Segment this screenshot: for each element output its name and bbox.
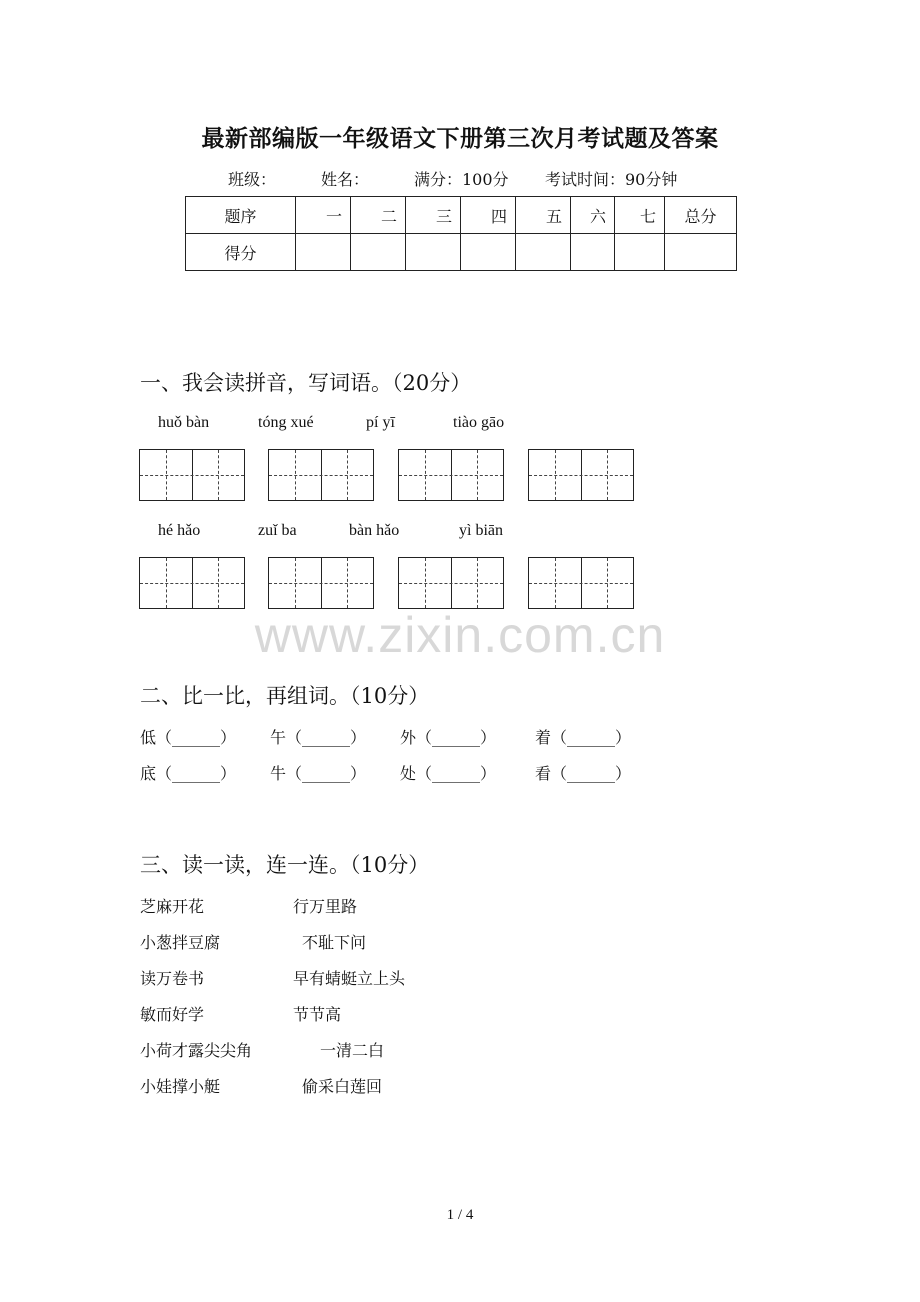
compare-item: 午（______） — [270, 728, 367, 747]
score-cell[interactable] — [406, 234, 461, 271]
class-label: 班级： — [228, 170, 277, 189]
compare-item: 处（______） — [400, 764, 497, 783]
score-cell[interactable] — [615, 234, 665, 271]
writing-grid[interactable] — [139, 449, 245, 501]
section-3-heading: 三、读一读，连一连。（10分） — [140, 853, 430, 877]
match-right-item: 行万里路 — [293, 897, 358, 916]
match-left-item: 读万卷书 — [140, 969, 205, 988]
writing-grid[interactable] — [139, 557, 245, 609]
match-right-item: 节节高 — [293, 1005, 342, 1024]
score-table — [185, 196, 737, 271]
compare-item: 底（______） — [140, 764, 237, 783]
header-cell-5: 五 — [516, 197, 571, 234]
match-right-item: 不耻下问 — [302, 933, 367, 952]
score-cell[interactable] — [351, 234, 406, 271]
writing-grid[interactable] — [268, 449, 374, 501]
match-right-item: 早有蜻蜓立上头 — [293, 969, 406, 988]
header-cell-1: 一 — [296, 197, 351, 234]
writing-grid[interactable] — [528, 557, 634, 609]
header-cell-7: 七 — [615, 197, 665, 234]
exam-time-label: 考试时间：90分钟 — [545, 170, 678, 189]
pinyin-label: tóng xué — [258, 414, 314, 431]
score-cell[interactable] — [461, 234, 516, 271]
pinyin-label: yì biān — [459, 522, 503, 539]
writing-grid[interactable] — [398, 449, 504, 501]
watermark: www.zixin.com.cn — [254, 607, 666, 663]
header-cell-3: 三 — [406, 197, 461, 234]
match-left-item: 敏而好学 — [140, 1005, 205, 1024]
header-cell-order: 题序 — [186, 197, 296, 234]
score-cell[interactable] — [571, 234, 615, 271]
name-label: 姓名： — [321, 170, 370, 189]
pinyin-label: huǒ bàn — [158, 414, 210, 431]
score-table-header-row — [186, 197, 737, 234]
score-cell[interactable] — [296, 234, 351, 271]
writing-grid[interactable] — [398, 557, 504, 609]
match-right-item: 偷采白莲回 — [302, 1077, 383, 1096]
pinyin-label: pí yī — [366, 414, 395, 431]
page-number: 1 / 4 — [446, 1207, 474, 1223]
section-1-heading: 一、我会读拼音，写词语。（20分） — [140, 371, 472, 395]
header-cell-total: 总分 — [665, 197, 737, 234]
pinyin-label: tiào gāo — [453, 414, 505, 431]
header-cell-6: 六 — [571, 197, 615, 234]
pinyin-label: zuǐ ba — [258, 522, 297, 539]
match-left-item: 小葱拌豆腐 — [140, 933, 221, 952]
pinyin-label: bàn hǎo — [349, 522, 400, 539]
full-score-label: 满分：100分 — [414, 170, 509, 189]
pinyin-label: hé hǎo — [158, 522, 201, 539]
compare-item: 低（______） — [140, 728, 237, 747]
score-table-score-row — [186, 234, 737, 271]
match-right-item: 一清二白 — [320, 1041, 385, 1060]
writing-grid[interactable] — [528, 449, 634, 501]
score-row-label: 得分 — [186, 234, 296, 271]
header-cell-4: 四 — [461, 197, 516, 234]
writing-grid[interactable] — [268, 557, 374, 609]
match-left-item: 芝麻开花 — [140, 897, 205, 916]
compare-item: 着（______） — [535, 728, 632, 747]
page-title: 最新部编版一年级语文下册第三次月考试题及答案 — [201, 125, 719, 152]
score-cell[interactable] — [516, 234, 571, 271]
match-left-item: 小娃撑小艇 — [140, 1077, 221, 1096]
compare-item: 外（______） — [400, 728, 497, 747]
compare-item: 看（______） — [535, 764, 632, 783]
header-cell-2: 二 — [351, 197, 406, 234]
score-cell[interactable] — [665, 234, 737, 271]
match-left-item: 小荷才露尖尖角 — [140, 1041, 253, 1060]
section-2-heading: 二、比一比，再组词。（10分） — [140, 684, 430, 708]
compare-item: 牛（______） — [270, 764, 367, 783]
